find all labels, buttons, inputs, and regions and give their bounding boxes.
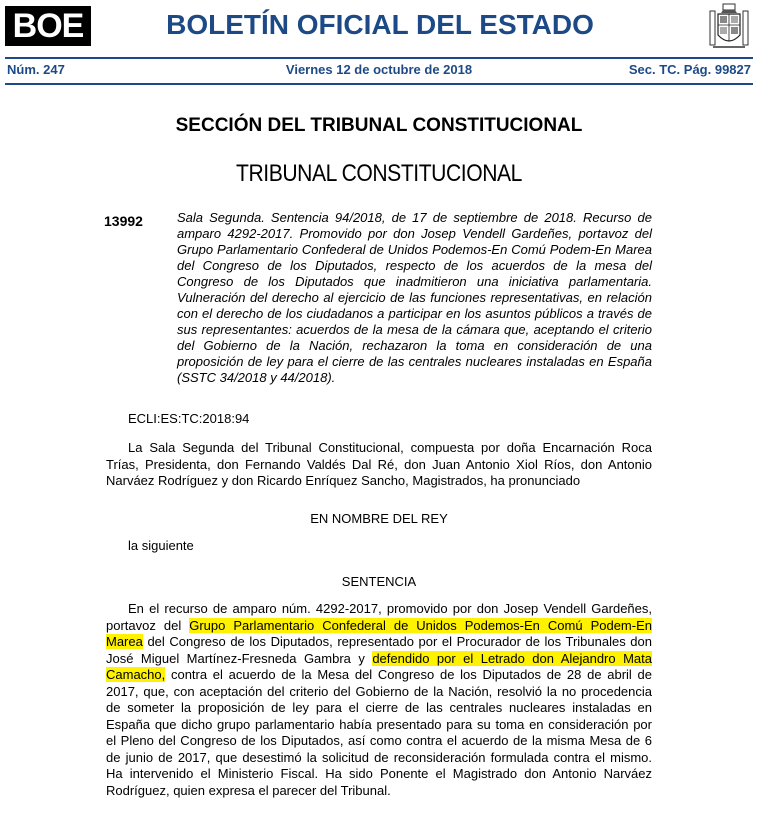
header-bottom-rule <box>5 83 753 85</box>
organ-title: TRIBUNAL CONSTITUCIONAL <box>236 160 522 187</box>
sentencia-text-3: contra el acuerdo de la Mesa del Congreso de los Diputados de 28 de abril de 2017, que, con aceptación del criterio del Gobierno de la Nación, resolvió la no procedencia de someter la proposición de ley para el cierre de las centrales nucleares instaladas en España que dicho grupo parlamentario había presentado para su toma en consideración por el Pleno del Congreso de los Diputados, así como contra el acuerdo de la misma Mesa de 6 de junio de 2017, que desestimó la solicitud de reconsideración formulada contra el mismo. Ha intervenido el Ministerio Fiscal. Ha sido Ponente el Magistrado don Antonio Narváez Rodríguez, quien expresa el parecer del Tribunal. <box>106 667 652 798</box>
entry-number: 13992 <box>104 213 143 229</box>
header-info-row <box>7 62 751 80</box>
sentencia-paragraph <box>106 601 652 799</box>
section-page: Sec. TC. Pág. 99827 <box>628 62 751 77</box>
sentencia-text-2: del Congreso de los Diputados, representado por el Procurador de los Tribunales don José Miguel Martínez-Fresneda Gambra y <box>106 634 652 666</box>
entry-summary: Sala Segunda. Sentencia 94/2018, de 17 de septiembre de 2018. Recurso de amparo 4292-2017. Promovido por don Josep Vendell Gardeñes, portavoz del Grupo Parlamentario Confederal de Unidos Podemos-En Comú Podem-En Marea del Congreso de los Diputados, respecto de los acuerdos de la mesa del Congreso de los Diputados que inadmitieron una iniciativa parlamentaria. Vulneración del derecho al ejercicio de las funciones representativas, en relación con el derecho de los ciudadanos a participar en los asuntos públicos a través de sus representantes: acuerdos de la mesa de la cámara que, aceptando el criterio del Gobierno de la Nación, rechazaron la toma en consideración de una proposición de ley para el cierre de las centrales nucleares instaladas en España (SSTC 34/2018 y 44/2018). <box>177 210 652 385</box>
sentencia-text-1: En el recurso de amparo núm. 4292-2017, promovido por don Josep Vendell Gardeñes, portavoz del <box>106 601 652 633</box>
issue-date: Viernes 12 de octubre de 2018 <box>285 62 473 77</box>
in-the-name-heading: EN NOMBRE DEL REY <box>310 511 448 526</box>
header-top-rule <box>5 57 753 59</box>
highlight-parliamentary-group: Grupo Parlamentario Confederal de Unidos Podemos-En Comú Podem-En Marea <box>106 617 652 649</box>
composition-paragraph: La Sala Segunda del Tribunal Constitucional, compuesta por doña Encarnación Roca Trías, Presidenta, don Fernando Valdés Dal Ré, don Juan Antonio Xiol Ríos, don Antonio Narváez Rodríguez y don Ricardo Enríquez Sancho, Magistrados, ha pronunciado <box>106 440 652 488</box>
highlight-lawyer: defendido por el Letrado don Alejandro Mata Camacho, <box>106 650 652 682</box>
journal-title: BOLETÍN OFICIAL DEL ESTADO <box>166 9 594 40</box>
ecli-identifier: ECLI:ES:TC:2018:94 <box>128 411 250 426</box>
sentencia-heading: SENTENCIA <box>341 574 417 589</box>
issue-number: Núm. 247 <box>7 62 65 77</box>
boe-logo: BOE <box>5 6 91 46</box>
coat-of-arms-icon <box>708 3 750 51</box>
section-title: SECCIÓN DEL TRIBUNAL CONSTITUCIONAL <box>175 115 583 136</box>
the-following-line: la siguiente <box>128 538 194 553</box>
